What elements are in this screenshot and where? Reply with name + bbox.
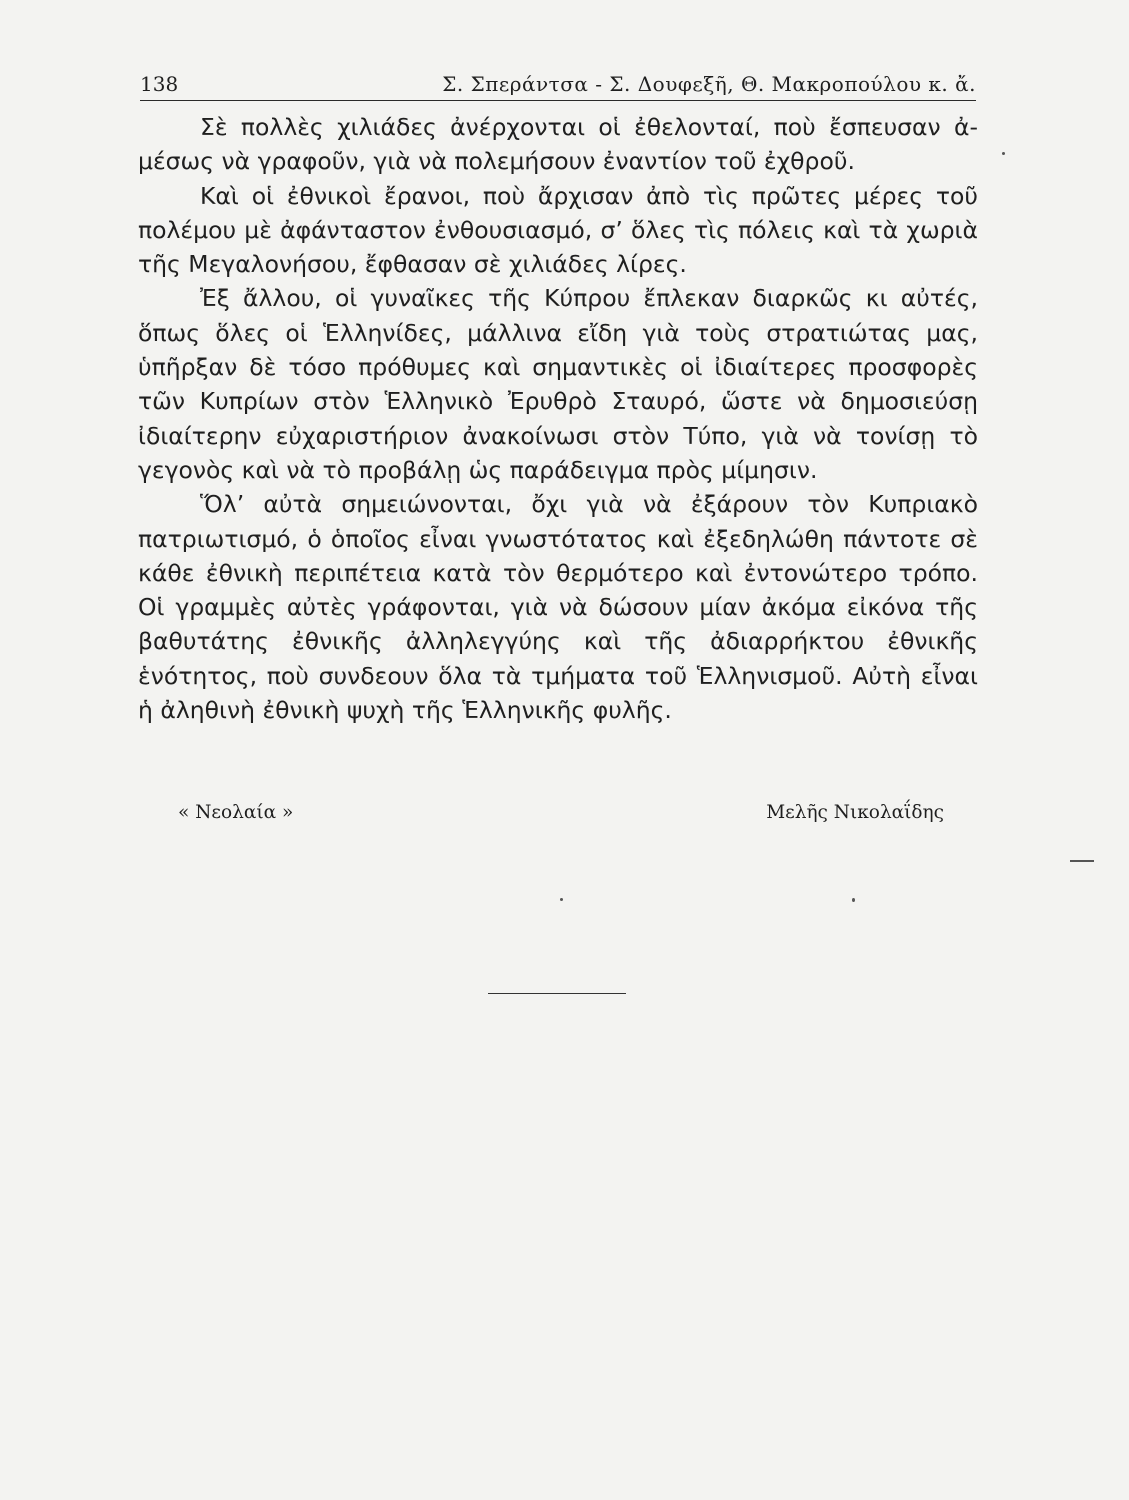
- paragraph-2: Καὶ οἱ ἐθνικοὶ ἔρανοι, ποὺ ἄρχισαν ἀπὸ τὶς πρῶτες μέρες τοῦ πολέμου μὲ ἀφάνταστον ἐνθουσιασμό, σ’ ὅλες τὶς πόλεις καὶ τὰ χωριὰ τῆς Μεγαλονήσου, ἔφθασαν σὲ χιλιάδες λίρες.: [138, 181, 978, 279]
- speck-mark: [852, 898, 855, 902]
- source-attribution: « Νεολαία »: [178, 802, 294, 823]
- section-divider: [488, 993, 626, 994]
- author-name: Μελῆς Νικολαΐδης: [766, 802, 944, 823]
- paragraph-3: Ἐξ ἄλλου, οἱ γυναῖκες τῆς Κύπρου ἔπλεκαν διαρκῶς κι αὐτές, ὅπως ὅλες οἱ Ἑλληνίδες, μάλλινα εἴδη γιὰ τοὺς στρατιώτας μας, ὑπῆρξαν δὲ τόσο πρόθυμες καὶ σημαντικὲς οἱ ἰδιαίτερες προσφορὲς τῶν Κυπρίων στὸν Ἑλληνικὸ Ἐρυθρὸ Σταυρό, ὥστε νὰ δημοσιεύσῃ ἰδιαίτερην εὐχαριστήριον ἀνακοίνωσι στὸν Τύπο, γιὰ νὰ τονίσῃ τὸ γεγονὸς καὶ νὰ τὸ προβάλῃ ὡς παράδειγμα πρὸς μίμησιν.: [138, 284, 978, 484]
- page-number: 138: [140, 72, 179, 96]
- speck-mark: [1002, 152, 1005, 155]
- speck-mark: [1070, 860, 1094, 862]
- paragraph-1: Σὲ πολλὲς χιλιάδες ἀνέρχονται οἱ ἐθελονταί, ποὺ ἔσπευσαν ἀμέσως νὰ γραφοῦν, γιὰ νὰ πολεμήσουν ἐναντίον τοῦ ἐχθροῦ.: [138, 113, 978, 176]
- running-head: Σ. Σπεράντσα - Σ. Δουφεξῆ, Θ. Μακροπούλου κ. ἄ.: [442, 72, 976, 96]
- signature-row: [178, 802, 944, 823]
- paragraph-4: Ὅλ’ αὐτὰ σημειώνονται, ὄχι γιὰ νὰ ἐξάρουν τὸν Κυπριακὸ πατριωτισμό, ὁ ὁποῖος εἶναι γνωστότατος καὶ ἐξεδηλώθη πάντοτε σὲ κάθε ἐθνικὴ περιπέτεια κατὰ τὸν θερμότερο καὶ ἐντονώτερο τρόπο. Οἱ γραμμὲς αὐτὲς γράφονται, γιὰ νὰ δώσουν μίαν ἀκόμα εἰκόνα τῆς βαθυτάτης ἐθνικῆς ἀλληλεγγύης καὶ τῆς ἀδιαρρήκτου ἐθνικῆς ἑνότητος, ποὺ συνδεουν ὅλα τὰ τμήματα τοῦ Ἑλληνισμοῦ. Αὐτὴ εἶναι ἡ ἀληθινὴ ἐθνικὴ ψυχὴ τῆς Ἑλληνικῆς φυλῆς.: [138, 490, 978, 725]
- page-header: [140, 72, 976, 101]
- body-text: [138, 110, 978, 727]
- speck-mark: [560, 898, 563, 901]
